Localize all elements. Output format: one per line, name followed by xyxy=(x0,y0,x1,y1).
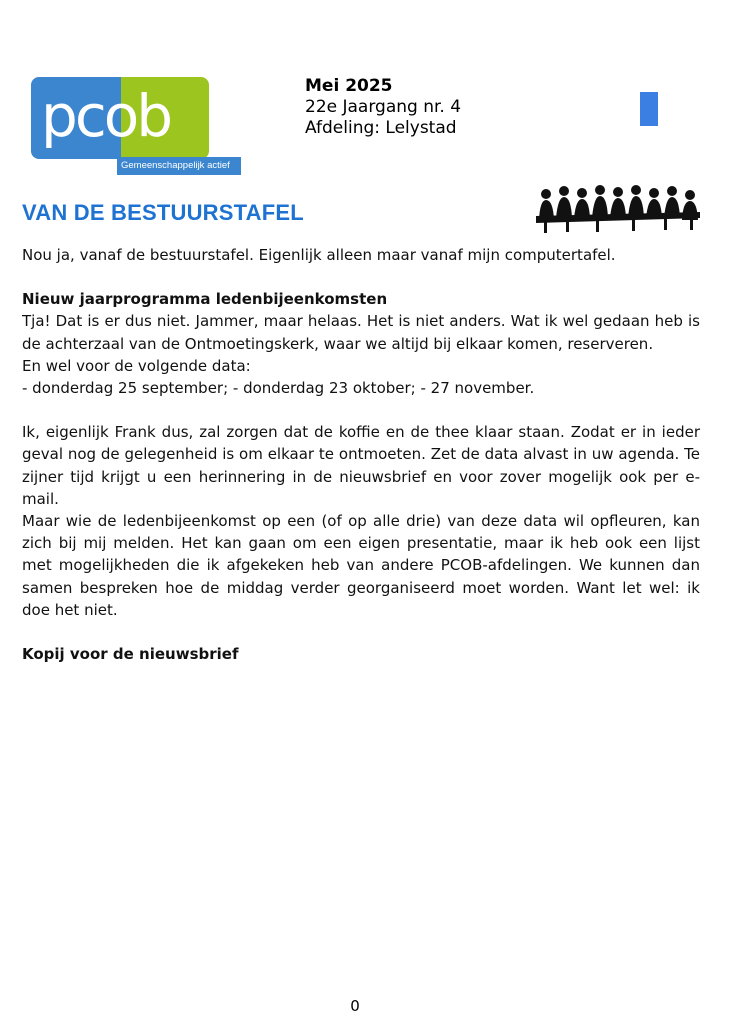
issue-info xyxy=(305,76,461,139)
paragraph-data-intro: En wel voor de volgende data: xyxy=(22,356,251,375)
heading-kopij: Kopij voor de nieuwsbrief xyxy=(22,645,239,664)
blue-marker xyxy=(640,92,658,126)
issue-volume: 22e Jaargang nr. 4 xyxy=(305,97,462,117)
issue-month: Mei 2025 xyxy=(305,76,393,96)
pcob-logo xyxy=(31,77,241,175)
section-title: VAN DE BESTUURSTAFEL xyxy=(22,200,304,225)
intro-paragraph: Nou ja, vanaf de bestuurstafel. Eigenlijk alleen maar vanaf mijn computertafel. xyxy=(22,246,616,264)
article-body xyxy=(22,244,700,665)
meeting-table-icon xyxy=(536,182,700,234)
issue-department: Afdeling: Lelystad xyxy=(305,118,457,138)
logo-tagline: Gemeenschappelijk actief xyxy=(121,160,230,171)
paragraph-koffie: Ik, eigenlijk Frank dus, zal zorgen dat de koffie en de thee klaar staan. Zodat er in ieder geval nog de gelegenheid is om elkaar te ontmoeten. Zet de data alvast in uw agenda. Te zijner tijd krijgt u een herinnering in de nieuwsbrief en voor zover mogelijk ook per e-mail. xyxy=(22,423,700,508)
paragraph-opfleuren: Maar wie de ledenbijeenkomst op een (of op alle drie) van deze data wil opfleuren, kan zich bij mij melden. Het kan gaan om een eigen presentatie, maar ik heb ook een lijst met mogelijkheden die ik afgekeken heb van andere PCOB-afdelingen. We kunnen dan samen bespreken hoe de middag verder georganiseerd moet worden. Want let wel: ik doe het niet. xyxy=(22,512,700,619)
heading-jaarprogramma: Nieuw jaarprogramma ledenbijeenkomsten xyxy=(22,290,388,309)
paragraph-dates: - donderdag 25 september; - donderdag 23 oktober; - 27 november. xyxy=(22,379,535,398)
paragraph-jaarprogramma: Tja! Dat is er dus niet. Jammer, maar helaas. Het is niet anders. Wat ik wel gedaan heb is de achterzaal van de Ontmoetingskerk, waar we altijd bij elkaar komen, reserveren. xyxy=(22,312,700,353)
page-number: 0 xyxy=(350,997,360,1015)
logo-wordmark: pcob xyxy=(41,82,171,150)
